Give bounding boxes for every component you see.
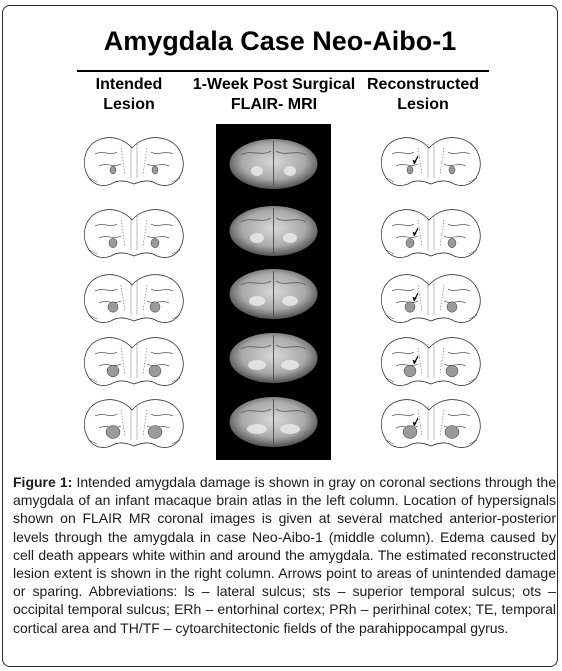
flair-mri-slice [227, 267, 320, 321]
flair-mri-slice [227, 331, 320, 385]
brain-section-drawing [374, 271, 489, 329]
flair-mri-slice [227, 204, 320, 258]
figure-frame [2, 5, 558, 667]
brain-section-drawing [77, 396, 192, 454]
column-header-intended [73, 75, 185, 115]
column-header-intended-line1: Intended [95, 76, 163, 93]
brain-section-drawing [77, 271, 192, 329]
column-header-mri-line2: FLAIR- MRI [230, 96, 318, 113]
flair-mri-slice [227, 137, 320, 191]
caption-label: Figure 1: [13, 474, 73, 490]
brain-section-drawing [77, 334, 192, 392]
column-header-reconstructed [363, 75, 483, 115]
column-header-mri-line1: 1-Week Post Surgical [192, 76, 356, 93]
column-header-intended-line2: Lesion [103, 96, 155, 113]
figure-caption [13, 473, 556, 637]
brain-section-drawing [374, 134, 489, 192]
column-header-mri [191, 75, 357, 115]
column-header-reconstructed-line1: Reconstructed [366, 76, 480, 93]
figure-title: Amygdala Case Neo-Aibo-1 [103, 26, 457, 56]
caption-text: Intended amygdala damage is shown in gray on coronal sections through the amygdala of an infant macaque brain atlas in the left column. Location of hypersignals shown on FLAIR MR coronal images is given at several matched anterior-posterior levels through the amygdala in case Neo-Aibo-1 (middle column). Edema caused by cell death appears white within and around the amygdala. The estimated reconstructed lesion extent is shown in the right column. Arrows point to areas of unintended damage or sparing. Abbreviations: ls – lateral sulcus; sts – superior temporal sulcus; ots – occipital temporal sulcus; ERh – entorhinal cortex; PRh – perirhinal cotex; TE, temporal cortical area and TH/TF – cytoarchitectonic fields of the parahippocampal gyrus. [13, 474, 556, 636]
mri-column [216, 124, 331, 460]
title-underline [77, 70, 489, 72]
brain-section-drawing [77, 206, 192, 264]
column-header-reconstructed-line2: Lesion [397, 96, 449, 113]
brain-section-drawing [77, 134, 192, 192]
flair-mri-slice [227, 395, 320, 449]
brain-section-drawing [374, 334, 489, 392]
brain-section-drawing [374, 206, 489, 264]
brain-section-drawing [374, 396, 489, 454]
